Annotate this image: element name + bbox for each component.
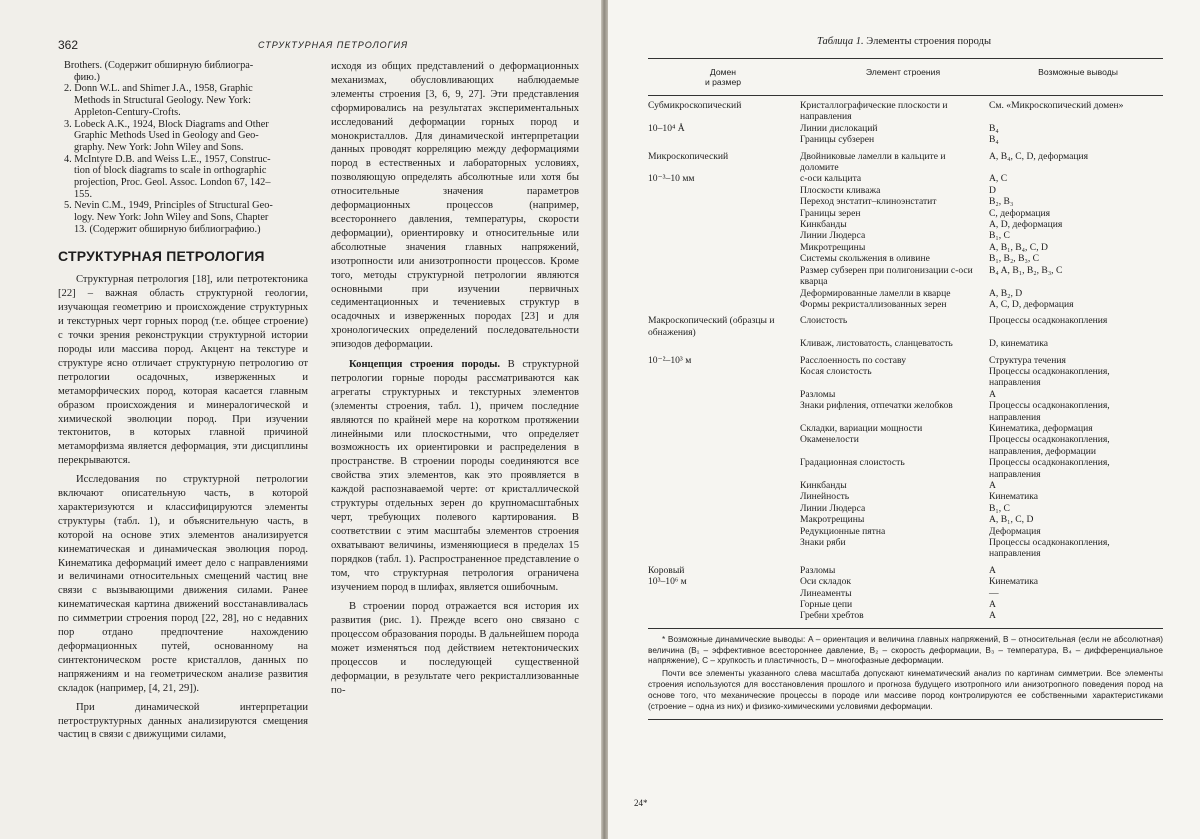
table-row — [648, 242, 1163, 253]
paragraph: При динамической интерпретации петроструктурных данных анализируются смещения частиц в связи с движущими силами, — [58, 701, 308, 741]
element-cell: Косая слоистость — [800, 365, 872, 377]
domain-cell — [648, 219, 800, 230]
element-cell: Горные цепи — [800, 599, 853, 611]
left-column-body — [58, 273, 308, 742]
element-cell: Деформированные ламелли в кварце — [800, 287, 951, 299]
element-cell: Системы скольжения в оливине — [800, 253, 930, 265]
conclusions-cell: C, деформация — [989, 207, 1051, 219]
table-label: Таблица 1. — [816, 36, 864, 47]
conclusions-cell: Процессы осадконакопления, направления — [989, 537, 1110, 560]
table-row — [648, 565, 1163, 576]
conclusions-cell: D — [989, 184, 996, 196]
table-row — [648, 423, 1163, 434]
domain-cell: 10⁻³–10 мм — [648, 173, 695, 185]
element-cell: Редукционные пятна — [800, 525, 886, 537]
table-row — [648, 100, 1163, 123]
table-row — [648, 230, 1163, 241]
table-row — [648, 185, 1163, 196]
domain-cell — [648, 230, 800, 241]
element-cell: Знаки рифления, отпечатки желобков — [800, 400, 953, 412]
element-cell: Слоистость — [800, 315, 848, 327]
table-row — [648, 196, 1163, 207]
running-title: СТРУКТУРНАЯ ПЕТРОЛОГИЯ — [258, 40, 409, 50]
reference-line: Brothers. (Содержит обширную библиогра- — [64, 60, 254, 71]
header-domain: Домен и размер — [704, 67, 742, 87]
element-cell: Кристаллографические плоскости и направления — [800, 100, 948, 123]
table-row — [648, 338, 1163, 349]
reference-line: фию.) — [74, 71, 100, 83]
conclusions-cell: Кинематика, деформация — [989, 422, 1093, 434]
reference-item — [64, 60, 308, 83]
domain-cell — [648, 480, 800, 491]
domain-cell: 10³–10⁶ м — [648, 576, 687, 588]
table-row — [648, 208, 1163, 219]
conclusions-cell: A — [989, 564, 996, 576]
element-cell: Разломы — [800, 388, 836, 400]
domain-cell — [648, 299, 800, 310]
footnote: * Возможные динамические выводы: A – ориентация и величина главных напряжений, B – относительная (если не абсолютная) величина (B₁ – эффективное всестороннее давление, B₂ – скорость деформации, B₃ – температура, B₄ – дифференциальное напряжение), C – хрупкость и пластичность, D – многофазные деформации. — [648, 633, 1163, 666]
table-row — [648, 514, 1163, 525]
conclusions-cell: Кинематика — [989, 576, 1039, 588]
element-cell: Разломы — [800, 564, 836, 576]
domain-cell — [648, 196, 800, 207]
paragraph: Исследования по структурной петрологии включают описательную часть, в которой характеризуются и классифицируются элементы структуры (табл. 1), и объяснительную часть, в которой на основе этих элементов анализируется кинематическая и динамическая эволюция пород. Кинематика деформаций имеет дело с направлениями и величинами относительных смещений частиц вне связи с вызывающими движения силами. Ранее кинематическая картина движений восстанавливалась по симметрии строения пород [22, 28], но с недавних пор отдано предпочтение нахождению деформационных путей, основанному на синтектоническом росте кристаллов, данных по напряжениям и на геометрическом анализе развития складок (например, [4, 21, 29]). — [58, 474, 308, 694]
domain-cell — [648, 491, 800, 502]
footnote: Почти все элементы указанного слева масштаба допускают кинематический анализ по картинам симметрии. Все элементы строения используются для восстановления прошлого и прогноза будущего изотропного или анизотропного поведения пород на основе того, что механические процессы в породе или массиве пород контролируются ее собственными характеристиками (строение – одна из них) и физико-химическими условиями деформации. — [648, 668, 1163, 711]
conclusions-cell: A, B₄, C, D, деформация — [989, 150, 1089, 162]
right-page — [608, 0, 1200, 839]
domain-cell — [648, 208, 800, 219]
element-cell: Расслоенность по составу — [800, 354, 907, 366]
element-cell: Оси складок — [800, 576, 852, 588]
table-row — [648, 219, 1163, 230]
signature-mark: 24* — [634, 798, 648, 808]
conclusions-cell: A, C — [989, 173, 1008, 185]
table-row — [648, 599, 1163, 610]
header-element: Элемент строения — [865, 67, 941, 77]
reference-line: Methods in Structural Geology. New York: — [74, 95, 251, 107]
domain-cell — [648, 242, 800, 253]
table-row — [648, 526, 1163, 537]
conclusions-cell: A — [989, 610, 996, 622]
reference-item — [64, 200, 308, 235]
reference-item — [64, 153, 308, 201]
conclusions-cell: A, B₁, B₄, C, D — [989, 241, 1048, 253]
conclusions-cell: Процессы осадконакопления, направления — [989, 457, 1110, 480]
element-cell: Линии Людерса — [800, 230, 866, 242]
bottom-rule — [648, 719, 1163, 720]
domain-cell — [648, 526, 800, 537]
right-column — [331, 60, 579, 698]
table-row — [648, 457, 1163, 480]
domain-cell: Коровый — [648, 564, 685, 576]
domain-cell — [648, 389, 800, 400]
conclusions-cell: A, D, деформация — [989, 219, 1063, 231]
reference-line: projection, Proc. Geol. Assoc. London 67, 142– — [74, 177, 271, 189]
table-row — [648, 123, 1163, 134]
domain-cell — [648, 338, 800, 349]
table-header — [648, 58, 1163, 96]
element-cell: Градационная слоистость — [800, 457, 905, 469]
page-number: 362 — [58, 38, 79, 52]
conclusions-cell: Процессы осадконакопления, направления — [989, 365, 1110, 389]
structure-elements-table — [648, 58, 1163, 720]
table-row — [648, 503, 1163, 514]
conclusions-cell: Структура течения — [989, 354, 1066, 366]
reference-line: 4. McIntyre D.B. and Weiss L.E., 1957, Construc- — [64, 153, 271, 165]
table-row — [648, 173, 1163, 184]
table-row — [648, 253, 1163, 264]
element-cell: Складки, вариации мощности — [800, 422, 923, 434]
conclusions-cell: A — [989, 388, 996, 400]
reference-item — [64, 118, 308, 154]
table-row — [648, 610, 1163, 621]
conclusions-cell: B₄ A, B₁, B₂, B₃, C — [989, 264, 1063, 276]
element-cell: Плоскости кливажа — [800, 184, 881, 196]
table-row — [648, 151, 1163, 174]
domain-cell — [648, 134, 800, 145]
table-row — [648, 537, 1163, 560]
table-row — [648, 400, 1163, 423]
domain-cell — [648, 599, 800, 610]
domain-cell — [648, 434, 800, 457]
paragraph: В строении пород отражается вся история их развития (рис. 1). Прежде всего оно связано с процессом образования породы. В дальнейшем порода может изменяться под действием нетектонических процессов и последующей существенной деформации, в результате чего рекристаллизованные по- — [331, 601, 579, 696]
conclusions-cell: A, B₁, C, D — [989, 514, 1034, 526]
table-body — [648, 100, 1163, 622]
domain-cell — [648, 457, 800, 480]
element-cell: Макротрещины — [800, 514, 865, 526]
paragraph — [331, 358, 579, 594]
header-conclusions: Возможные выводы — [1038, 67, 1118, 77]
reference-item — [64, 83, 308, 118]
domain-cell — [648, 185, 800, 196]
conclusions-cell: B₄ — [989, 134, 999, 146]
table-row — [648, 299, 1163, 310]
conclusions-cell: A, C, D, деформация — [989, 298, 1074, 310]
domain-cell: Субмикроскопический — [648, 100, 742, 111]
table-row — [648, 355, 1163, 366]
element-cell: Линеаменты — [800, 587, 852, 599]
element-cell: Кинкбанды — [800, 219, 847, 231]
reference-line: 13. (Содержит обширную библиографию.) — [74, 223, 261, 235]
conclusions-cell: A, B₂, D — [989, 287, 1023, 299]
domain-cell — [648, 265, 800, 288]
element-cell: Линейность — [800, 491, 850, 503]
conclusions-cell: См. «Микроскопический домен» — [989, 100, 1124, 111]
element-cell: c-оси кальцита — [800, 173, 862, 185]
conclusions-cell: B₂, B₃ — [989, 196, 1014, 208]
element-cell: Знаки ряби — [800, 537, 846, 549]
table-row — [648, 366, 1163, 389]
domain-cell: Микроскопический — [648, 150, 729, 162]
element-cell: Переход энстатит–клиноэнстатит — [800, 196, 937, 208]
reference-line: logy. New York: John Wiley and Sons, Chapter — [74, 212, 269, 224]
table-row — [648, 315, 1163, 338]
domain-cell — [648, 610, 800, 621]
conclusions-cell: B₁, C — [989, 230, 1010, 242]
conclusions-cell: Процессы осадконакопления, направления — [989, 400, 1110, 423]
table-row — [648, 434, 1163, 457]
table-caption — [608, 36, 1200, 47]
reference-line: 5. Nevin C.M., 1949, Principles of Structural Geo- — [64, 200, 273, 212]
domain-cell — [648, 253, 800, 264]
paragraph: Структурная петрология [18], или петротектоника [22] – важная область структурной геологии, изучающая геометрию и происхождение структурных и текстурных черт горных пород (т.е. общее строение) с точки зрения реконструкции структурной истории породы или массива пород. Акцент на текстуре и структуре ясно отличает структурную петрологию от петрологии осадочных, изверженных и метаморфических пород, которая касается главным образом происхождения и минералогической и химической эволюции пород. При изучении тектонитов, в которых главной причиной метаморфизма является деформация, эти дисциплины перекрываются. — [58, 274, 308, 467]
paragraph-text: В структурной петрологии горные породы рассматриваются как агрегаты структурных и текстурных элементов (элементы строения, табл. 1), причем последние являются по крайней мере на коротком протяжении линейными или плоскостными, что определяет возможность их ориентировки и распределения в пространстве. В строении породы соединяются все свойства этих элементов, как это проявляется в каждой распознаваемой черте: от кристаллической структуры отдельных зерен до крупномасштабных черт, требующих полевого картирования. В соответствии с этим масштабы элементов строения охватывают величины, изменяющиеся в пределах 15 порядков (табл. 1). Распространенное представление о том, что структурная петрология ограничена изучением пород в шлифах, является ошибочным. — [331, 359, 579, 593]
domain-cell: Макроскопический (образцы и обнажения) — [648, 315, 775, 338]
conclusions-cell: B₄ — [989, 122, 999, 134]
reference-line: Appleton-Century-Crofts. — [74, 106, 181, 118]
reference-line: 2. Donn W.L. and Shimer J.A., 1958, Graphic — [64, 83, 253, 95]
element-cell: Границы зерен — [800, 207, 861, 219]
reference-list — [58, 60, 308, 236]
conclusions-cell: Процессы осадконакопления — [989, 315, 1108, 327]
domain-cell — [648, 514, 800, 525]
reference-line: tion of block diagrams to scale in orthographic — [74, 165, 267, 177]
table-title: Элементы строения породы — [866, 36, 992, 47]
table-footnotes — [648, 628, 1163, 712]
running-head — [58, 38, 558, 52]
element-cell: Линии дислокаций — [800, 122, 878, 134]
domain-cell — [648, 588, 800, 599]
table-row — [648, 491, 1163, 502]
domain-cell — [648, 537, 800, 560]
table-row — [648, 389, 1163, 400]
domain-cell — [648, 288, 800, 299]
paragraph: исходя из общих представлений о деформационных механизмах, обусловливающих наблюдаемые элементы строения [3, 6, 9, 27]. Эти представления сформировались на результатах экспериментальных исследований деформации горных пород и монокристаллов. Для динамической интерпретации данных проводят корреляцию между деформациями пород в естественных и лабораторных условиях, позволяющую определять абсолютные или хотя бы относительные значения параметров деформационных процессов (например, всестороннего давления, температуры, скорости деформации), ориентировку и относительные или абсолютные значения главных напряжений, изотропности или анизотропности процессов. Кроме того, методы структурной петрологии являются основными при изучении первичных седиментационных и течениевых структур в осадочных и изверженных породах [23] и для хронологических определений последовательности эпизодов деформации. — [331, 61, 579, 351]
conclusions-cell: Процессы осадконакопления, направления, деформации — [989, 434, 1110, 457]
conclusions-cell: A — [989, 599, 996, 611]
reference-line: 3. Lobeck A.K., 1924, Block Diagrams and Other — [64, 118, 269, 130]
left-column — [58, 60, 308, 742]
domain-cell — [648, 423, 800, 434]
element-cell: Границы субзерен — [800, 134, 875, 146]
domain-cell — [648, 503, 800, 514]
element-cell: Формы рекристаллизованных зерен — [800, 298, 947, 310]
element-cell: Гребни хребтов — [800, 610, 864, 622]
table-row — [648, 576, 1163, 587]
conclusions-cell: A — [989, 480, 996, 491]
element-cell: Микротрещины — [800, 241, 866, 253]
conclusions-cell: — — [989, 587, 999, 599]
table-row — [648, 288, 1163, 299]
reference-line: graphy. New York: John Wiley and Sons. — [74, 141, 244, 153]
element-cell: Двойниковые ламелли в кальците и доломите — [800, 150, 946, 174]
domain-cell: 10–10⁴ Å — [648, 122, 685, 134]
conclusions-cell: D, кинематика — [989, 338, 1049, 350]
conclusions-cell: B₁, B₂, B₃, C — [989, 253, 1040, 265]
domain-cell: 10⁻²–10³ м — [648, 354, 692, 366]
element-cell: Кливаж, листоватость, сланцеватость — [800, 338, 953, 350]
book-gutter — [601, 0, 608, 839]
element-cell: Линии Людерса — [800, 502, 866, 514]
table-row — [648, 588, 1163, 599]
conclusions-cell: Деформация — [989, 525, 1041, 537]
element-cell: Кинкбанды — [800, 480, 847, 491]
table-row — [648, 265, 1163, 288]
domain-cell — [648, 366, 800, 389]
table-row — [648, 480, 1163, 491]
table-row — [648, 134, 1163, 145]
section-heading: СТРУКТУРНАЯ ПЕТРОЛОГИЯ — [58, 247, 265, 264]
element-cell: Окаменелости — [800, 434, 859, 446]
reference-line: 155. — [74, 188, 93, 200]
domain-cell — [648, 400, 800, 423]
conclusions-cell: Кинематика — [989, 491, 1039, 503]
conclusions-cell: B₁, C — [989, 502, 1010, 514]
reference-line: Graphic Methods Used in Geology and Geo- — [74, 130, 259, 142]
element-cell: Размер субзерен при полигонизации c-оси кварца — [800, 264, 973, 288]
paragraph-lead: Концепция строения породы. — [349, 359, 501, 371]
